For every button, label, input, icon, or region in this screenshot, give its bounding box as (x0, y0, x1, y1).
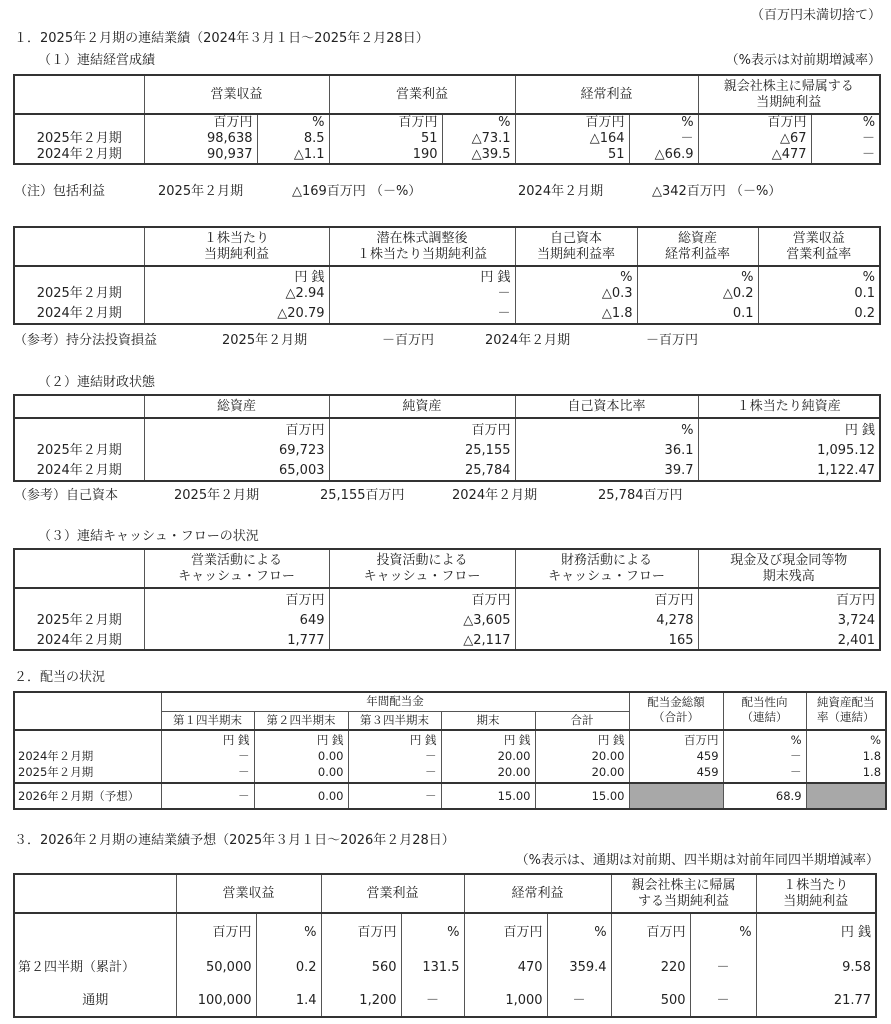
comprehensive-income-period2: 2024年２月期 (518, 184, 604, 199)
col-header-operating-income: 営業利益 (321, 874, 464, 913)
per-share-table (13, 226, 881, 325)
row-labels (14, 730, 161, 783)
equity-note-value2: 25,784百万円 (598, 488, 683, 503)
cash-balance-cell: 百万円 3,724 2,401 (698, 588, 880, 650)
col-header-eps: １株当たり 当期純利益 (756, 874, 876, 913)
col-header-q2: 第２四半期末 (254, 711, 348, 730)
col-header-q3: 第３四半期末 (348, 711, 441, 730)
eps-cell: 円 銭 △2.94 △20.79 (144, 266, 329, 324)
netinc-amount-cell: 百万円 △67 △477 (698, 114, 811, 164)
row-labels (14, 266, 144, 324)
unit: 円 銭 (756, 913, 876, 951)
q2-forecast: 0.00 (254, 783, 348, 809)
opinc-amount-cell: 百万円 51 190 (329, 114, 442, 164)
col-header-operating-cf: 営業活動による キャッシュ・フロー (144, 549, 329, 588)
col-header-bps: １株当たり純資産 (698, 395, 880, 418)
col-header-net-income: 親会社株主に帰属する 当期純利益 (698, 75, 880, 114)
annual-dividend-group-header: 年間配当金 (161, 692, 629, 711)
ordinc-pct-cell: % － △66.9 (629, 114, 698, 164)
section1-title: １．2025年２月期の連結業績（2024年３月１日～2025年２月28日） (14, 31, 429, 46)
total-forecast: 15.00 (535, 783, 629, 809)
corner-cell (14, 395, 144, 418)
cell: 560 (321, 951, 401, 985)
cell: 21.77 (756, 985, 876, 1017)
unit: % (401, 913, 464, 951)
cell: 9.58 (756, 951, 876, 985)
roa-cell: % △0.2 0.1 (637, 266, 758, 324)
col-header-investing-cf: 投資活動による キャッシュ・フロー (329, 549, 515, 588)
revenue-amount-cell: 百万円 98,638 90,937 (144, 114, 257, 164)
year-end-forecast: 15.00 (441, 783, 535, 809)
row-label: 2026年２月期（予想） (14, 783, 161, 809)
q1-cell: 円 銭 － － (161, 730, 254, 783)
forecast-table (13, 873, 877, 1018)
dividends-table (13, 691, 887, 810)
col-header-ordinary-income: 経常利益 (515, 75, 698, 114)
row-label: 2025年２月期 (36, 131, 122, 146)
table-row (14, 985, 876, 1017)
unit-row-label (14, 913, 176, 951)
row-label: 2024年２月期 (36, 463, 122, 478)
unit: % (690, 913, 756, 951)
cell: 1,200 (321, 985, 401, 1017)
corner-cell (14, 692, 161, 730)
payout-ratio-forecast: 68.9 (723, 783, 806, 809)
equity-note-label: （参考）自己資本 (14, 488, 119, 503)
unit-note: （百万円未満切捨て） (750, 8, 881, 23)
row-label: 2024年２月期 (36, 633, 122, 648)
cell: 1,000 (464, 985, 547, 1017)
cell: 50,000 (176, 951, 256, 985)
financing-cf-cell: 百万円 4,278 165 (515, 588, 698, 650)
results-title: （１）連結経営成績 (38, 53, 156, 68)
comprehensive-income-period1: 2025年２月期 (158, 184, 244, 199)
col-header-total-dividends: 配当金総額 （合計） (629, 692, 723, 730)
col-header-equity-ratio: 自己資本比率 (515, 395, 698, 418)
total-assets-cell: 百万円 69,723 65,003 (144, 418, 329, 481)
operating-cf-cell: 百万円 649 1,777 (144, 588, 329, 650)
row-label: 2025年２月期 (36, 613, 122, 628)
opinc-pct-cell: % △73.1 △39.5 (442, 114, 515, 164)
row-label: 2025年２月期 (36, 286, 122, 301)
payout-ratio-cell: % － － (723, 730, 806, 783)
cell: － (690, 985, 756, 1017)
corner-cell (14, 75, 144, 114)
ordinc-amount-cell: 百万円 △164 51 (515, 114, 629, 164)
q2-cell: 円 銭 0.00 0.00 (254, 730, 348, 783)
col-header-op-margin: 営業収益 営業利益率 (758, 227, 880, 266)
cell: 359.4 (547, 951, 611, 985)
cell: 470 (464, 951, 547, 985)
revenue-pct-cell: % 8.5 △1.1 (257, 114, 329, 164)
bps-cell: 円 銭 1,095.12 1,122.47 (698, 418, 880, 481)
cell: 100,000 (176, 985, 256, 1017)
cash-flows-table (13, 548, 881, 651)
col-header-revenue: 営業収益 (176, 874, 321, 913)
corner-cell (14, 874, 176, 913)
row-label: 2024年２月期 (36, 306, 122, 321)
equity-note-period2: 2024年２月期 (452, 488, 538, 503)
col-header-year-end: 期末 (441, 711, 535, 730)
q3-cell: 円 銭 － － (348, 730, 441, 783)
net-assets-cell: 百万円 25,155 25,784 (329, 418, 515, 481)
table-row (14, 951, 876, 985)
section3-title: ３．2026年２月期の連結業績予想（2025年３月１日～2026年２月28日） (14, 833, 455, 848)
cell: － (547, 985, 611, 1017)
col-header-diluted-eps: 潜在株式調整後 １株当たり当期純利益 (329, 227, 515, 266)
diluted-eps-cell: 円 銭 － － (329, 266, 515, 324)
equity-note-value1: 25,155百万円 (320, 488, 405, 503)
row-labels (14, 588, 144, 650)
forecast-row (14, 783, 886, 809)
row-label: 通期 (14, 985, 176, 1017)
cell: － (690, 951, 756, 985)
col-header-total-assets: 総資産 (144, 395, 329, 418)
op-margin-cell: % 0.1 0.2 (758, 266, 880, 324)
unit: 百万円 (321, 913, 401, 951)
col-header-roa: 総資産 経常利益率 (637, 227, 758, 266)
row-labels (14, 418, 144, 481)
col-header-roe: 自己資本 当期純利益率 (515, 227, 637, 266)
roe-cell: % △0.3 △1.8 (515, 266, 637, 324)
unit: % (547, 913, 611, 951)
row-label: 2025年２月期 (36, 443, 122, 458)
col-header-payout-ratio: 配当性向 （連結） (723, 692, 806, 730)
col-header-q1: 第１四半期末 (161, 711, 254, 730)
financial-position-table (13, 394, 881, 482)
col-header-dividend-on-equity: 純資産配当 率（連結） (806, 692, 886, 730)
equity-method-period1: 2025年２月期 (222, 333, 308, 348)
equity-method-label: （参考）持分法投資損益 (14, 333, 158, 348)
cell: 500 (611, 985, 690, 1017)
row-label: 2025年２月期 (18, 765, 94, 779)
col-header-financing-cf: 財務活動による キャッシュ・フロー (515, 549, 698, 588)
equity-method-value2: －百万円 (646, 333, 699, 348)
col-header-net-income: 親会社株主に帰属 する当期純利益 (611, 874, 756, 913)
comprehensive-income-value2: △342百万円 （－%） (652, 184, 782, 199)
col-header-operating-income: 営業利益 (329, 75, 515, 114)
equity-method-value1: －百万円 (382, 333, 435, 348)
cell: 220 (611, 951, 690, 985)
row-label: 第２四半期（累計） (14, 951, 176, 985)
equity-method-period2: 2024年２月期 (485, 333, 571, 348)
unit: 百万円 (611, 913, 690, 951)
row-labels (14, 114, 144, 164)
financial-position-title: （２）連結財政状態 (38, 375, 156, 390)
corner-cell (14, 227, 144, 266)
dividend-on-equity-cell: % 1.8 1.8 (806, 730, 886, 783)
col-header-revenue: 営業収益 (144, 75, 329, 114)
total-dividends-cell: 百万円 459 459 (629, 730, 723, 783)
section2-title: ２．配当の状況 (14, 670, 106, 685)
row-label: 2024年２月期 (36, 147, 122, 162)
cell: － (401, 985, 464, 1017)
total-cell: 円 銭 20.00 20.00 (535, 730, 629, 783)
netinc-pct-cell: % － － (811, 114, 880, 164)
q3-forecast: － (348, 783, 441, 809)
investing-cf-cell: 百万円 △3,605 △2,117 (329, 588, 515, 650)
cell: 1.4 (256, 985, 321, 1017)
comprehensive-income-value1: △169百万円 （－%） (292, 184, 422, 199)
comprehensive-income-label: （注）包括利益 (14, 184, 106, 199)
results-table (13, 74, 881, 165)
unit: % (256, 913, 321, 951)
year-end-cell: 円 銭 20.00 20.00 (441, 730, 535, 783)
dividend-on-equity-forecast-shaded (806, 783, 886, 809)
section3-note: （%表示は、通期は対前期、四半期は対前年同四半期増減率） (515, 853, 879, 868)
unit: 百万円 (464, 913, 547, 951)
col-header-total: 合計 (535, 711, 629, 730)
total-dividends-forecast-shaded (629, 783, 723, 809)
equity-note-period1: 2025年２月期 (174, 488, 260, 503)
row-label: 2024年２月期 (18, 749, 94, 763)
col-header-cash-balance: 現金及び現金同等物 期末残高 (698, 549, 880, 588)
results-note: （%表示は対前期増減率） (725, 53, 881, 68)
col-header-eps: １株当たり 当期純利益 (144, 227, 329, 266)
unit: 百万円 (176, 913, 256, 951)
col-header-net-assets: 純資産 (329, 395, 515, 418)
equity-ratio-cell: % 36.1 39.7 (515, 418, 698, 481)
cell: 0.2 (256, 951, 321, 985)
col-header-ordinary-income: 経常利益 (464, 874, 611, 913)
cash-flows-title: （３）連結キャッシュ・フローの状況 (38, 529, 259, 544)
cell: 131.5 (401, 951, 464, 985)
q1-forecast: － (161, 783, 254, 809)
corner-cell (14, 549, 144, 588)
